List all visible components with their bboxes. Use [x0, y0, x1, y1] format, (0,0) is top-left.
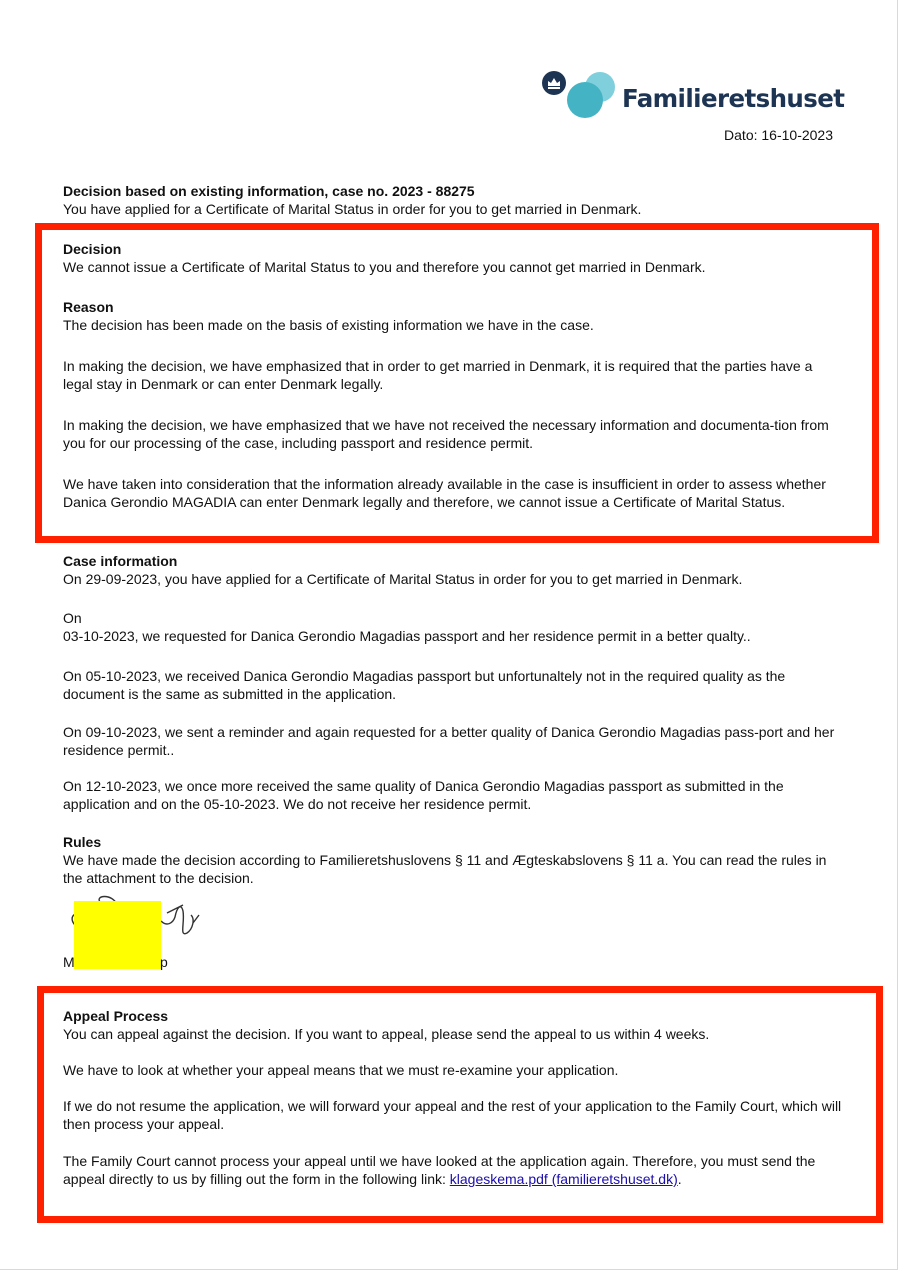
case-info-paragraph-2 — [63, 609, 843, 645]
logo-mark-icon — [540, 70, 620, 120]
intro-section — [63, 182, 843, 218]
case-info-heading: Case information — [63, 553, 178, 569]
rules-section — [63, 833, 843, 887]
reason-paragraph-1: The decision has been made on the basis of existing information we have in the case. — [63, 317, 594, 333]
signatory-name-start: M — [63, 954, 75, 970]
reason-paragraph-4: We have taken into consideration that the information already available in the case is insufficient in order to assess whether Danica Gerondio MAGADIA can enter Denmark legally and therefore, we cannot issue a Certificate of Marital Status. — [63, 476, 826, 510]
decision-heading: Decision — [63, 241, 122, 257]
appeal-form-link[interactable]: klageskema.pdf (familieretshuset.dk) — [449, 1171, 678, 1187]
case-info-p2-line1: On — [63, 610, 82, 626]
reason-heading: Reason — [63, 299, 114, 315]
rules-text: We have made the decision according to Familieretshuslovens § 11 and Ægteskabslovens § 11 a. You can read the rules in the attachment to the decision. — [63, 852, 827, 886]
appeal-paragraph-2: We have to look at whether your appeal means that we must re-examine your application. — [63, 1062, 619, 1078]
logo-wordmark: Familieretshuset — [622, 84, 845, 113]
signature-redaction — [74, 901, 161, 969]
familieretshuset-logo — [540, 70, 845, 120]
reason-section — [63, 298, 843, 334]
decision-section — [63, 240, 843, 276]
appeal-p4-text: The Family Court cannot process your appeal until we have looked at the application again. Therefore, you must send the appeal directly to us by filling out the form in the following link: — [63, 1153, 816, 1187]
reason-paragraph-2: In making the decision, we have emphasized that in order to get married in Denmark, it is required that the parties have a legal stay in Denmark or can enter Denmark legally. — [63, 358, 813, 392]
appeal-p4-end: . — [677, 1171, 682, 1187]
case-info-paragraph-5: On 12-10-2023, we once more received the same quality of Danica Gerondio Magadias passport as submitted in the application and on the 05-10-2023. We do not receive her residence permit. — [63, 778, 784, 812]
signatory-name-end: p — [160, 954, 168, 970]
appeal-paragraph-3: If we do not resume the application, we will forward your appeal and the rest of your application to the Family Court, which will then process your appeal. — [63, 1098, 842, 1132]
appeal-paragraph-1: You can appeal against the decision. If you want to appeal, please send the appeal to us within 4 weeks. — [63, 1026, 710, 1042]
appeal-heading: Appeal Process — [63, 1008, 169, 1024]
rules-heading: Rules — [63, 834, 102, 850]
appeal-section — [63, 1007, 843, 1043]
case-title: Decision based on existing information, case no. 2023 - 88275 — [63, 183, 475, 199]
case-info-p2-line2: 03-10-2023, we requested for Danica Gerondio Magadias passport and her residence permit in a better qualty.. — [63, 628, 751, 644]
case-info-paragraph-4: On 09-10-2023, we sent a reminder and again requested for a better quality of Danica Gerondio Magadias pass-port and her residence permit.. — [63, 724, 835, 758]
appeal-paragraph-4 — [63, 1152, 833, 1188]
document-date: Dato: 16-10-2023 — [724, 127, 833, 143]
intro-text: You have applied for a Certificate of Marital Status in order for you to get married in Denmark. — [63, 201, 642, 217]
reason-paragraph-3: In making the decision, we have emphasized that we have not received the necessary information and documenta-tion from you for our processing of the case, including passport and residence permit. — [63, 417, 829, 451]
case-info-paragraph-1: On 29-09-2023, you have applied for a Certificate of Marital Status in order for you to get married in Denmark. — [63, 571, 743, 587]
case-info-section — [63, 552, 843, 588]
signatory-name — [63, 953, 168, 971]
decision-text: We cannot issue a Certificate of Marital Status to you and therefore you cannot get married in Denmark. — [63, 259, 706, 275]
case-info-paragraph-3: On 05-10-2023, we received Danica Gerondio Magadias passport but unfortunaltely not in the required quality as the document is the same as submitted in the application. — [63, 668, 786, 702]
